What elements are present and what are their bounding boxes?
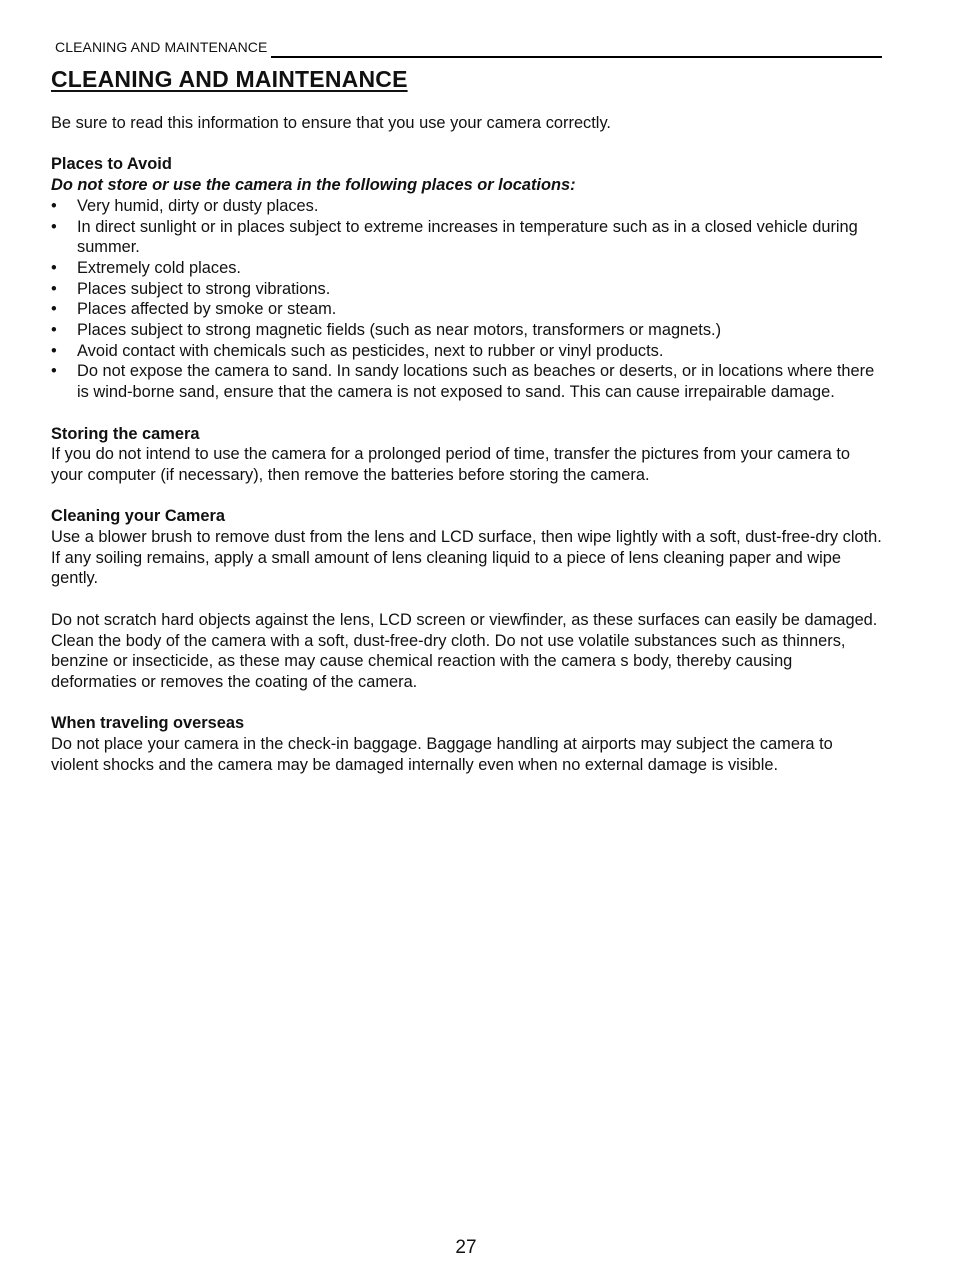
places-list bbox=[51, 196, 882, 403]
cleaning-body-1: Use a blower brush to remove dust from the lens and LCD surface, then wipe lightly with a soft, dust-free-dry cloth. If any soiling remains, apply a small amount of lens cleaning liquid to a piece of lens cleaning paper and wipe gently. bbox=[51, 528, 882, 588]
list-item: • Places affected by smoke or steam. bbox=[51, 299, 882, 320]
cleaning-heading: Cleaning your Camera bbox=[51, 507, 225, 526]
page-content bbox=[51, 64, 882, 796]
travel-section bbox=[51, 713, 882, 775]
list-item: • Very humid, dirty or dusty places. bbox=[51, 196, 882, 217]
cleaning-section bbox=[51, 506, 882, 589]
list-item: • Places subject to strong magnetic fields (such as near motors, transformers or magnets.) bbox=[51, 320, 882, 341]
page-number: 27 bbox=[455, 1237, 477, 1258]
travel-body: Do not place your camera in the check-in baggage. Baggage handling at airports may subject the camera to violent shocks and the camera may be damaged internally even when no external damage is visible. bbox=[51, 735, 833, 774]
running-header-title: CLEANING AND MAINTENANCE bbox=[55, 39, 268, 55]
cleaning-body-2: Do not scratch hard objects against the lens, LCD screen or viewfinder, as these surfaces can easily be damaged. Clean the body of the camera with a soft, dust-free-dry cloth. Do not use volatile substances such as thinners, benzine or insecticide, as these may cause chemical reaction with the camera s body, thereby causing deformaties or removes the coating of the camera. bbox=[51, 610, 878, 691]
intro-paragraph: Be sure to read this information to ensure that you use your camera correctly. bbox=[51, 114, 611, 132]
list-item: • In direct sunlight or in places subject to extreme increases in temperature such as in a closed vehicle during summer. bbox=[51, 217, 882, 258]
running-header bbox=[51, 39, 882, 59]
list-item: • Avoid contact with chemicals such as pesticides, next to rubber or vinyl products. bbox=[51, 341, 882, 362]
list-item: • Do not expose the camera to sand. In sandy locations such as beaches or deserts, or in locations where there is wind-borne sand, ensure that the camera is not exposed to sand. This can cause irrepairable damage. bbox=[51, 361, 882, 402]
storing-body: If you do not intend to use the camera for a prolonged period of time, transfer the pictures from your camera to your computer (if necessary), then remove the batteries before storing the camera. bbox=[51, 445, 851, 484]
page-title: CLEANING AND MAINTENANCE bbox=[51, 66, 408, 92]
list-item: • Extremely cold places. bbox=[51, 258, 882, 279]
places-heading: Places to Avoid bbox=[51, 155, 172, 174]
travel-heading: When traveling overseas bbox=[51, 714, 245, 733]
storing-heading: Storing the camera bbox=[51, 424, 200, 443]
cleaning-section-continued bbox=[51, 610, 882, 693]
places-subheading: Do not store or use the camera in the following places or locations: bbox=[51, 176, 576, 195]
list-item: • Places subject to strong vibrations. bbox=[51, 279, 882, 300]
storing-section bbox=[51, 424, 882, 486]
header-rule bbox=[271, 56, 882, 58]
